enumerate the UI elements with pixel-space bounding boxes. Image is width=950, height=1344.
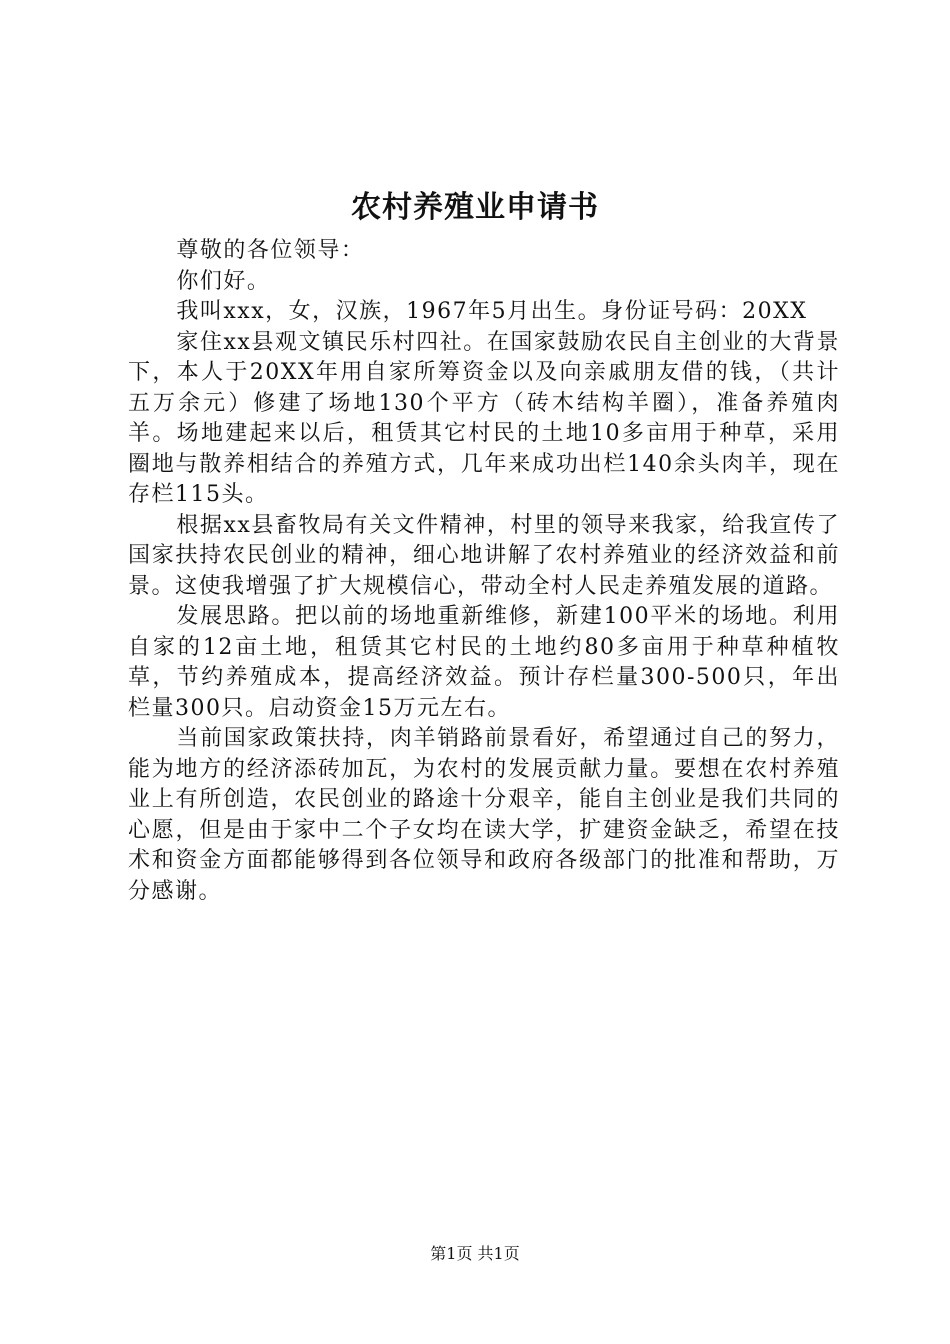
document-body <box>128 236 840 907</box>
page-number-footer: 第1页 共1页 <box>430 1244 520 1263</box>
closing-paragraph: 当前国家政策扶持，肉羊销路前景看好，希望通过自己的努力，能为地方的经济添砖加瓦，为农村的发展贡献力量。要想在农村养殖业上有所创造，农民创业的路途十分艰辛，能自主创业是我们共同的心愿，但是由于家中二个子女均在读大学，扩建资金缺乏，希望在技术和资金方面都能够得到各位领导和政府各级部门的批准和帮助，万分感谢。 <box>128 726 840 904</box>
greeting-paragraph: 你们好。 <box>176 268 271 294</box>
page-title: 农村养殖业申请书 <box>351 190 599 225</box>
identity-paragraph: 我叫xxx，女，汉族，1967年5月出生。身份证号码：20XX <box>176 299 808 324</box>
background-paragraph: 家住xx县观文镇民乐村四社。在国家鼓励农民自主创业的大背景下，本人于20XX年用自家所筹资金以及向亲戚朋友借的钱，（共计五万余元）修建了场地130个平方（砖木结构羊圈），准备养殖肉羊。场地建起来以后，租赁其它村民的土地10多亩用于种草，采用圈地与散养相结合的养殖方式，几年来成功出栏140余头肉羊，现在存栏115头。 <box>128 329 840 507</box>
plan-paragraph: 发展思路。把以前的场地重新维修，新建100平米的场地。利用自家的12亩土地，租赁其它村民的土地约80多亩用于种草种植牧草，节约养殖成本，提高经济效益。预计存栏量300-500只，年出栏量300只。启动资金15万元左右。 <box>128 604 840 721</box>
policy-paragraph: 根据xx县畜牧局有关文件精神，村里的领导来我家，给我宣传了国家扶持农民创业的精神，细心地讲解了农村养殖业的经济效益和前景。这使我增强了扩大规模信心，带动全村人民走养殖发展的道路。 <box>128 512 840 599</box>
salutation-paragraph: 尊敬的各位领导： <box>176 238 365 263</box>
